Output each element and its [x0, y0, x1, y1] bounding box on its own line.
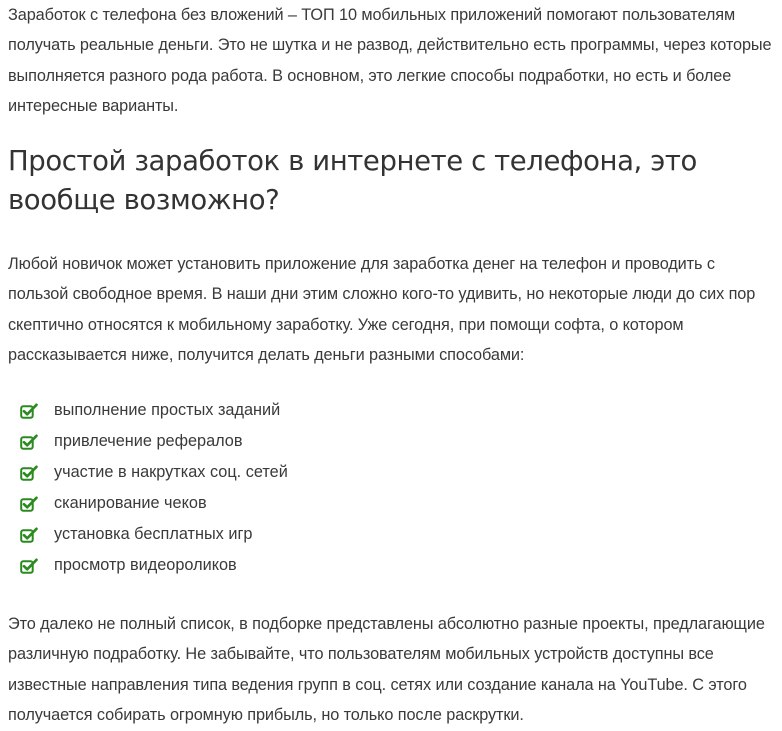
- checkbox-check-icon: [20, 558, 38, 574]
- list-item-label: сканирование чеков: [54, 494, 207, 512]
- list-item: [20, 519, 288, 550]
- section-heading: Простой заработок в интернете с телефона, это вообще возможно?: [8, 145, 697, 216]
- checkbox-check-icon: [20, 527, 38, 543]
- checkbox-check-icon: [20, 496, 38, 512]
- list-item: [20, 395, 288, 426]
- checkbox-check-icon: [20, 465, 38, 481]
- list-item-label: выполнение простых заданий: [54, 401, 281, 419]
- list-item: [20, 550, 288, 581]
- earning-methods-list: [20, 395, 288, 581]
- closing-paragraph: Это далеко не полный список, в подборке представлены абсолютно разные проекты, предлагающие различную подработку. Не забывайте, что пользователям мобильных устройств доступны все известные направления типа ведения групп в соц. сетях или создание канала на YouTube. С этого получается собирать огромную прибыль, но только после раскрутки.: [8, 615, 765, 725]
- checkbox-check-icon: [20, 403, 38, 419]
- list-item-label: просмотр видеороликов: [54, 556, 237, 574]
- checkbox-check-icon: [20, 434, 38, 450]
- list-item: [20, 457, 288, 488]
- list-item: [20, 426, 288, 457]
- body-paragraph: Любой новичок может установить приложение для заработка денег на телефон и проводить с пользой свободное время. В наши дни этим сложно кого-то удивить, но некоторые люди до сих пор скептично относятся к мобильному заработку. Уже сегодня, при помощи софта, о котором рассказывается ниже, получится делать деньги разными способами:: [8, 255, 756, 365]
- list-item-label: привлечение рефералов: [54, 432, 243, 450]
- intro-paragraph: Заработок с телефона без вложений – ТОП 10 мобильных приложений помогают пользователям получать реальные деньги. Это не шутка и не развод, действительно есть программы, через которые выполняется разного рода работа. В основном, это легкие способы подработки, но есть и более интересные варианты.: [8, 6, 772, 116]
- list-item-label: участие в накрутках соц. сетей: [54, 463, 288, 481]
- list-item-label: установка бесплатных игр: [54, 525, 253, 543]
- list-item: [20, 488, 288, 519]
